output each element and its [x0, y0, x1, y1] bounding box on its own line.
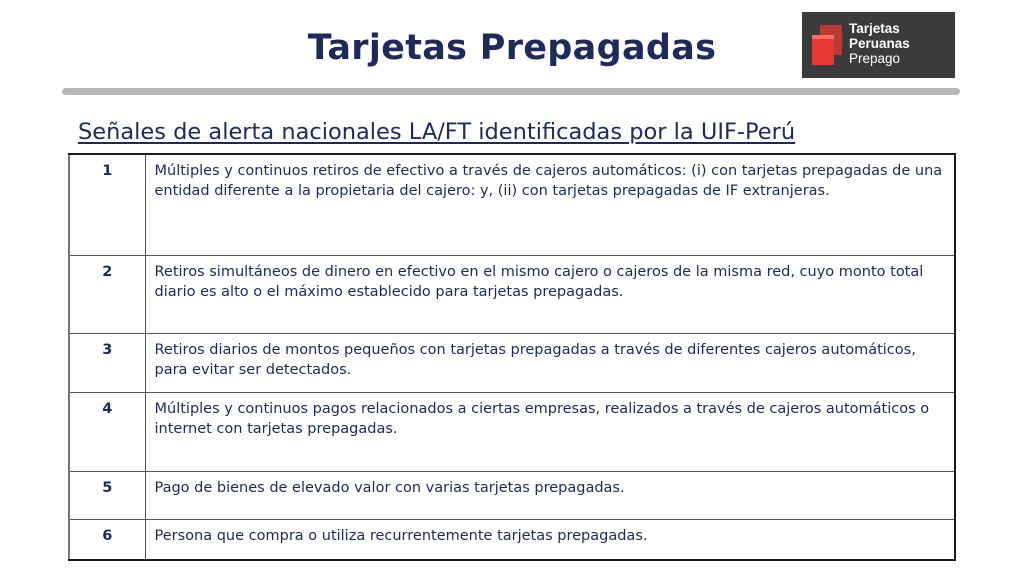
brand-logo — [802, 12, 955, 78]
logo-line-3: Prepago — [849, 51, 901, 66]
table-row — [69, 392, 955, 471]
logo-line-2: Peruanas — [849, 36, 910, 51]
row-number: 1 — [69, 154, 145, 255]
row-description: Retiros simultáneos de dinero en efectivo en el mismo cajero o cajeros de la misma red, cuyo monto total diario es alto o el máximo establecido para tarjetas prepagadas. — [145, 255, 955, 333]
row-description: Múltiples y continuos retiros de efectivo a través de cajeros automáticos: (i) con tarjetas prepagadas de una entidad diferente a la propietaria del cajero: y, (ii) con tarjetas prepagadas de IF extranjeras. — [145, 154, 955, 255]
logo-text — [849, 21, 910, 66]
logo-line-1: Tarjetas — [849, 21, 900, 36]
row-number: 2 — [69, 255, 145, 333]
table-row — [69, 519, 955, 560]
title-divider — [62, 88, 960, 95]
row-number: 4 — [69, 392, 145, 471]
table-row — [69, 471, 955, 519]
card-logo-icon — [812, 25, 842, 65]
table-row — [69, 154, 955, 255]
alerts-table — [68, 153, 956, 561]
table-row — [69, 333, 955, 392]
row-number: 5 — [69, 471, 145, 519]
row-description: Múltiples y continuos pagos relacionados a ciertas empresas, realizados a través de cajeros automáticos o internet con tarjetas prepagadas. — [145, 392, 955, 471]
table-row — [69, 255, 955, 333]
row-description: Retiros diarios de montos pequeños con tarjetas prepagadas a través de diferentes cajeros automáticos, para evitar ser detectados. — [145, 333, 955, 392]
row-number: 3 — [69, 333, 145, 392]
page-title: Tarjetas Prepagadas — [307, 28, 717, 68]
row-description: Persona que compra o utiliza recurrentemente tarjetas prepagadas. — [145, 519, 955, 560]
row-number: 6 — [69, 519, 145, 560]
section-subtitle: Señales de alerta nacionales LA/FT identificadas por la UIF-Perú — [78, 119, 796, 145]
row-description: Pago de bienes de elevado valor con varias tarjetas prepagadas. — [145, 471, 955, 519]
